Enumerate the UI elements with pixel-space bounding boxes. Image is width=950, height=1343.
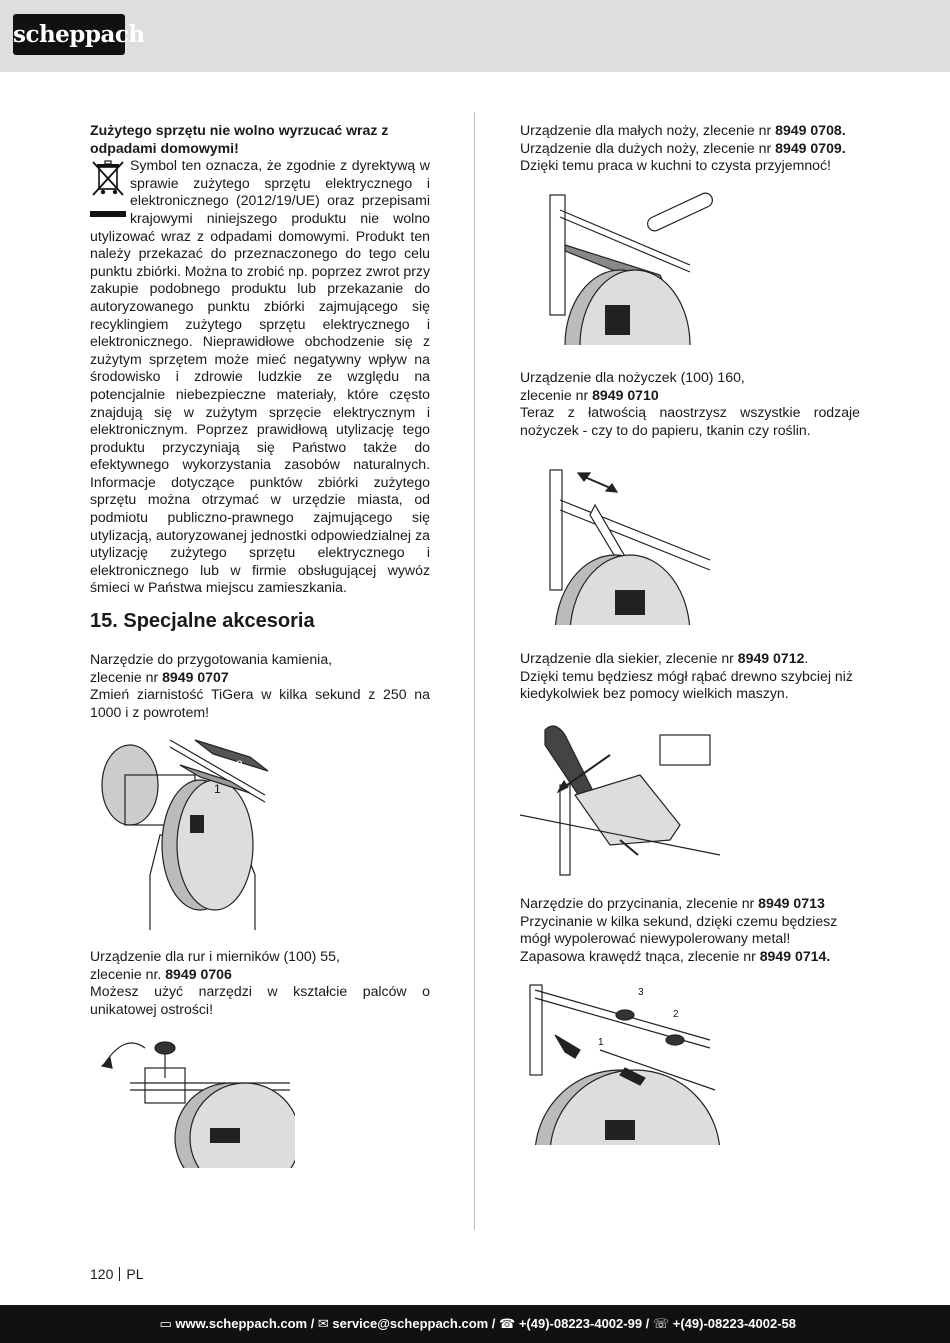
acc4-description: Teraz z łatwością naostrzysz wszystkie rodzaje nożyczek - czy to do papieru, tkanin czy roślin. xyxy=(520,404,860,438)
acc2-order-line: zlecenie nr. 8949 0706 xyxy=(90,965,232,982)
stone-label-2: 2 xyxy=(236,758,243,772)
weee-body: Symbol ten oznacza, że zgodnie z dyrektywą w sprawie zużytego sprzętu elektrycznego i elektronicznego (2012/19/UE) oraz przepisami krajowymi niniejszego produktu nie wolno utylizować wraz z odpadami domowymi. Produkt ten należy przekazać do przeznaczonego do tego celu punktu zbiórki. Można to zrobić np. poprzez zwrot przy zakupie podobnego produktu lub przekazanie do autoryzowanego punktu zbiórki zajmującego się recyklingiem zużytego sprzętu elektrycznego i elektronicznego. Nieprawidłowe obchodzenie się z zużytym sprzętem może mieć negatywny wpływ na środowisko i zdrowie ludzkie ze względu na potencjalnie niebezpieczne materiały, które często znajdują się w zużytym sprzęcie elektrycznym i elektronicznym. Poprzez prawidłową utylizację tego produktu przyczyniają się Państwo także do efektywnego wykorzystania zasobów naturalnych. Informacje dotyczące punktów zbiórki zużytego sprzętu można otrzymać w urzędzie miasta, od podmiotu publiczno-prawnego zajmującego się utylizacją, autoryzowanej jednostki odpowiedzialnej za utylizację zużytego sprzętu elektrycznego i elektronicznego lub w firmie obsługującej wywóz śmieci w Państwa miejscu zamieszkania. xyxy=(90,157,430,596)
trim-label-1: 1 xyxy=(598,1037,604,1048)
scissors-device-figure xyxy=(520,465,720,625)
weee-section xyxy=(90,157,430,597)
footer-bar xyxy=(0,1305,950,1343)
section-heading-block xyxy=(90,609,430,633)
acc1-line1: Narzędzie do przygotowania kamienia, xyxy=(90,651,333,667)
accessory-knife-device xyxy=(520,122,865,175)
acc3-line1: Urządzenie dla małych noży, zlecenie nr 8949 0708. xyxy=(520,122,846,138)
computer-icon: ▭ xyxy=(159,1316,176,1331)
acc5-description: Dzięki temu będziesz mógł rąbać drewno szybciej niż kiedykolwiek bez pomocy wielkich maszyn. xyxy=(520,667,853,702)
accessory-axe-device xyxy=(520,650,865,703)
knife-device-figure xyxy=(520,185,720,345)
trim-label-3: 3 xyxy=(638,987,644,998)
acc3-order2: 8949 0709. xyxy=(775,139,846,156)
acc6-description: Przycinanie w kilka sekund, dzięki czemu będziesz mógł wypolerować niewypolerowany metal! xyxy=(520,912,838,947)
footer-contact-text: www.scheppach.com / ✉ service@scheppach.com / ☎ +(49)-08223-4002-99 / ☏ +(49)-08223-4002-58 xyxy=(175,1316,796,1331)
accessory-stone-tool xyxy=(90,651,430,721)
tube-device-figure xyxy=(90,1028,295,1168)
acc1-order-line: zlecenie nr 8949 0707 xyxy=(90,668,229,685)
crossed-bin-icon xyxy=(90,159,126,221)
acc4-line1: Urządzenie dla nożyczek (100) 160, xyxy=(520,369,745,385)
acc5-order-number: 8949 0712 xyxy=(737,650,805,666)
stone-label-1: 1 xyxy=(214,782,221,796)
acc3-line2: Urządzenie dla dużych noży, zlecenie nr 8949 0709. xyxy=(520,139,846,156)
accessory-tube-device xyxy=(90,948,430,1018)
acc4-order-line: zlecenie nr 8949 0710 xyxy=(520,386,659,403)
acc2-order-number: 8949 0706 xyxy=(165,965,232,982)
acc3-description: Dzięki temu praca w kuchni to czysta przyjemnoć! xyxy=(520,157,831,174)
scheppach-logo: scheppach xyxy=(13,14,125,55)
right-column xyxy=(520,122,865,964)
column-divider xyxy=(474,112,475,1230)
axe-device-figure xyxy=(520,715,730,885)
acc6-line1: Narzędzie do przycinania, zlecenie nr 8949 0713 xyxy=(520,895,825,911)
accessory-trimming-tool xyxy=(520,895,865,965)
footer-contact xyxy=(159,1316,796,1332)
wheel-brand-badge xyxy=(190,815,204,833)
page-number: 120 xyxy=(90,1266,114,1282)
acc4-order-number: 8949 0710 xyxy=(592,386,659,403)
accessory-scissors-device xyxy=(520,369,860,439)
acc1-order-number: 8949 0707 xyxy=(162,668,229,685)
page-header xyxy=(0,0,950,72)
acc1-description: Zmień ziarnistość TiGera w kilka sekund z 250 na 1000 i z powrotem! xyxy=(90,686,430,720)
trimming-tool-figure xyxy=(520,980,720,1145)
page-number-area xyxy=(90,1266,143,1282)
left-column xyxy=(90,122,430,1017)
acc2-description: Możesz użyć narzędzi w kształcie palców o unikatowej ostrości! xyxy=(90,983,430,1017)
acc6-order2: 8949 0714. xyxy=(759,947,831,964)
weee-heading: Zużytego sprzętu nie wolno wyrzucać wraz z odpadami domowymi! xyxy=(90,122,389,156)
acc6-order-number: 8949 0713 xyxy=(758,895,825,911)
stone-tool-figure xyxy=(90,735,275,930)
page-language: PL xyxy=(126,1266,144,1282)
trim-label-2: 2 xyxy=(673,1009,679,1020)
acc3-order1: 8949 0708. xyxy=(775,122,846,138)
acc5-line1: Urządzenie dla siekier, zlecenie nr 8949 0712. xyxy=(520,650,809,666)
acc6-line3: Zapasowa krawędź tnąca, zlecenie nr 8949 0714. xyxy=(520,947,831,964)
acc2-line1: Urządzenie dla rur i mierników (100) 55, xyxy=(90,948,340,964)
section-title: 15. Specjalne akcesoria xyxy=(90,610,315,632)
